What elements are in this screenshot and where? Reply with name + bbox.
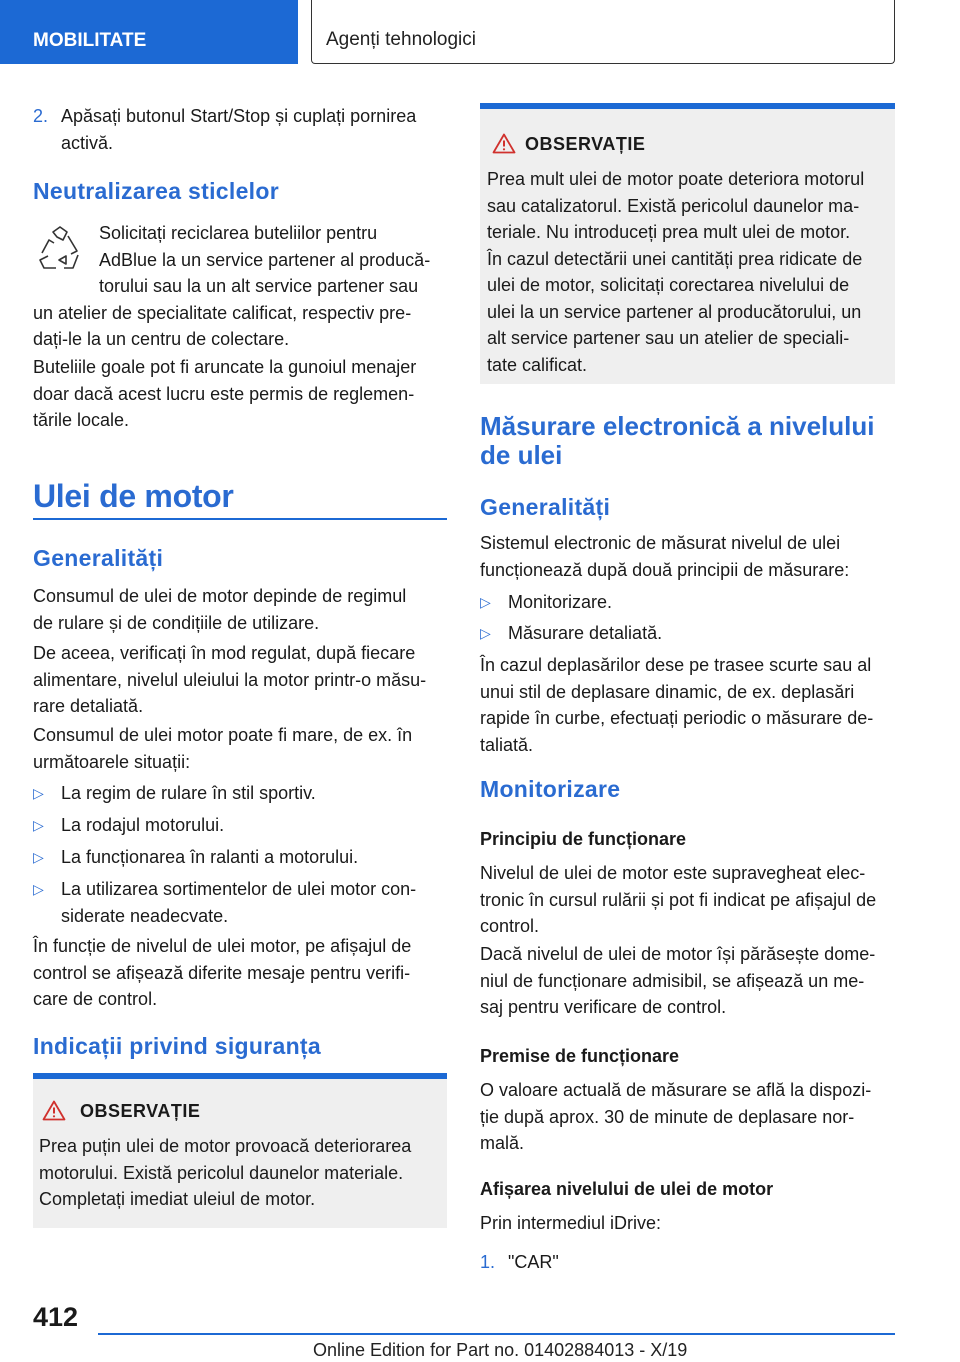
bottles-line: doar dacă acest lucru este permis de reglemen- [33,383,415,404]
list-item-text: La rodajul motorului. [61,815,225,835]
notice-line: teriale. Nu introduceți prea mult ulei de motor. [487,222,851,242]
notice-line: tate calificat. [487,354,588,375]
range-line: Dacă nivelul de ulei de motor își părăsește dome- [480,944,876,964]
notice-line: sau catalizatorul. Există pericolul daunelor ma- [487,195,860,216]
general-line: rare detaliată. [33,696,144,716]
step-text: "CAR" [508,1252,559,1272]
general-line: Consumul de ulei motor poate fi mare, de ex. în [33,725,413,745]
recycle-line: un atelier de specialitate calificat, respectiv pre- [33,302,412,323]
general-line: unui stil de deplasare dinamic, de ex. deplasări [480,681,855,702]
notice-line: motorului. Există pericolul daunelor materiale. [39,1162,404,1183]
list-item-text: Monitorizare. [508,592,613,612]
triangle-bullet-icon: ▷ [480,625,491,641]
measure-heading: Măsurare electronică a nivelului [480,411,875,441]
notice-title: OBSERVAȚIE [525,134,646,154]
footer-rule [98,1333,895,1335]
premise-line: O valoare actuală de măsurare se află la dispozi- [480,1080,872,1100]
general-line: taliată. [480,734,534,755]
step-line: Apăsați butonul Start/Stop și cuplați pornirea [61,106,417,126]
notice-box [480,103,895,384]
step-line: activă. [61,132,114,153]
general-line: Sistemul electronic de măsurat nivelul de ulei [480,533,841,553]
general-line: următoarele situații: [33,751,191,772]
general-line: control se afișează diferite mesaje pentru verifi- [33,962,411,983]
triangle-bullet-icon: ▷ [480,594,491,610]
step-number: 1. [480,1252,496,1272]
edition-text: Online Edition for Part no. 01402884013 - X/19 [313,1340,688,1360]
general-heading: Generalități [480,494,611,520]
list-item-text: La regim de rulare în stil sportiv. [61,783,316,803]
premise-heading: Premise de funcționare [480,1046,680,1066]
list-item-text: Măsurare detaliată. [508,623,663,643]
measure-heading: de ulei [480,440,563,470]
notice-line: ulei la un service partener al producătorului, un [487,301,862,322]
recycle-line: dați-le la un centru de colectare. [33,329,290,349]
triangle-bullet-icon: ▷ [33,881,44,897]
recycle-heading: Neutralizarea sticlelor [33,178,279,204]
recycle-line: AdBlue la un service partener al producă- [99,249,431,270]
list-item-text: La utilizarea sortimentelor de ulei motor con- [61,879,417,899]
general-line: alimentare, nivelul uleiului la motor printr-o măsu- [33,669,427,690]
chapter-tab: Agenți tehnologici [311,0,895,64]
display-heading: Afișarea nivelului de ulei de motor [480,1179,774,1199]
triangle-bullet-icon: ▷ [33,785,44,801]
notice-line: În cazul detectării unei cantități prea ridicate de [487,248,863,269]
general-line: care de control. [33,989,158,1009]
general-line: funcționează după două principii de măsurare: [480,559,850,580]
notice-box [33,1073,447,1228]
warning-icon [492,133,516,154]
principle-line: tronic în cursul rulării și pot fi indicat pe afișajul de [480,889,877,910]
page-number: 412 [33,1302,79,1332]
premise-line: mală. [480,1133,525,1153]
notice-line: Completați imediat uleiul de motor. [39,1189,316,1209]
principle-line: control. [480,916,540,936]
general-line: de rulare și de condițiile de utilizare. [33,612,320,633]
list-item-text: siderate neadecvate. [61,905,229,926]
monitor-heading: Monitorizare [480,776,621,802]
recycle-line: torului sau la un alt service partener sau [99,276,419,296]
notice-title: OBSERVAȚIE [80,1101,201,1121]
step-number: 2. [33,106,49,126]
recycle-line: Solicitați reciclarea buteliilor pentru [99,223,378,243]
general-line: rapide în curbe, efectuați periodic o măsurare de- [480,708,874,728]
bottles-line: tările locale. [33,410,130,430]
notice-line: ulei de motor, solicitați corectarea nivelului de [487,275,850,295]
principle-heading: Principiu de funcționare [480,829,687,849]
general-line: Consumul de ulei de motor depinde de regimul [33,586,407,606]
warning-icon [42,1100,66,1121]
premise-line: ție după aprox. 30 de minute de deplasare nor- [480,1106,855,1127]
heading-rule [33,518,447,520]
recycle-icon [35,224,85,274]
display-text: Prin intermediul iDrive: [480,1213,662,1233]
range-line: saj pentru verificare de control. [480,997,727,1017]
notice-line: Prea mult ulei de motor poate deteriora motorul [487,169,865,189]
list-item-text: La funcționarea în ralanti a motorului. [61,847,359,867]
section-tab: MOBILITATE [0,0,298,64]
general-line: În cazul deplasărilor dese pe trasee scurte sau al [480,655,872,675]
principle-line: Nivelul de ulei de motor este supravegheat elec- [480,863,866,883]
general-heading: Generalități [33,545,164,571]
range-line: niul de funcționare admisibil, se afișează un me- [480,970,865,991]
triangle-bullet-icon: ▷ [33,817,44,833]
safety-heading: Indicații privind siguranța [33,1033,321,1059]
triangle-bullet-icon: ▷ [33,849,44,865]
notice-line: alt service partener sau un atelier de speciali- [487,328,850,348]
general-line: În funcție de nivelul de ulei motor, pe afișajul de [33,936,412,956]
bottles-line: Buteliile goale pot fi aruncate la gunoiul menajer [33,357,417,377]
oil-heading: Ulei de motor [33,478,234,514]
general-line: De aceea, verificați în mod regulat, după fiecare [33,643,416,663]
notice-line: Prea puțin ulei de motor provoacă deteriorarea [39,1136,412,1156]
